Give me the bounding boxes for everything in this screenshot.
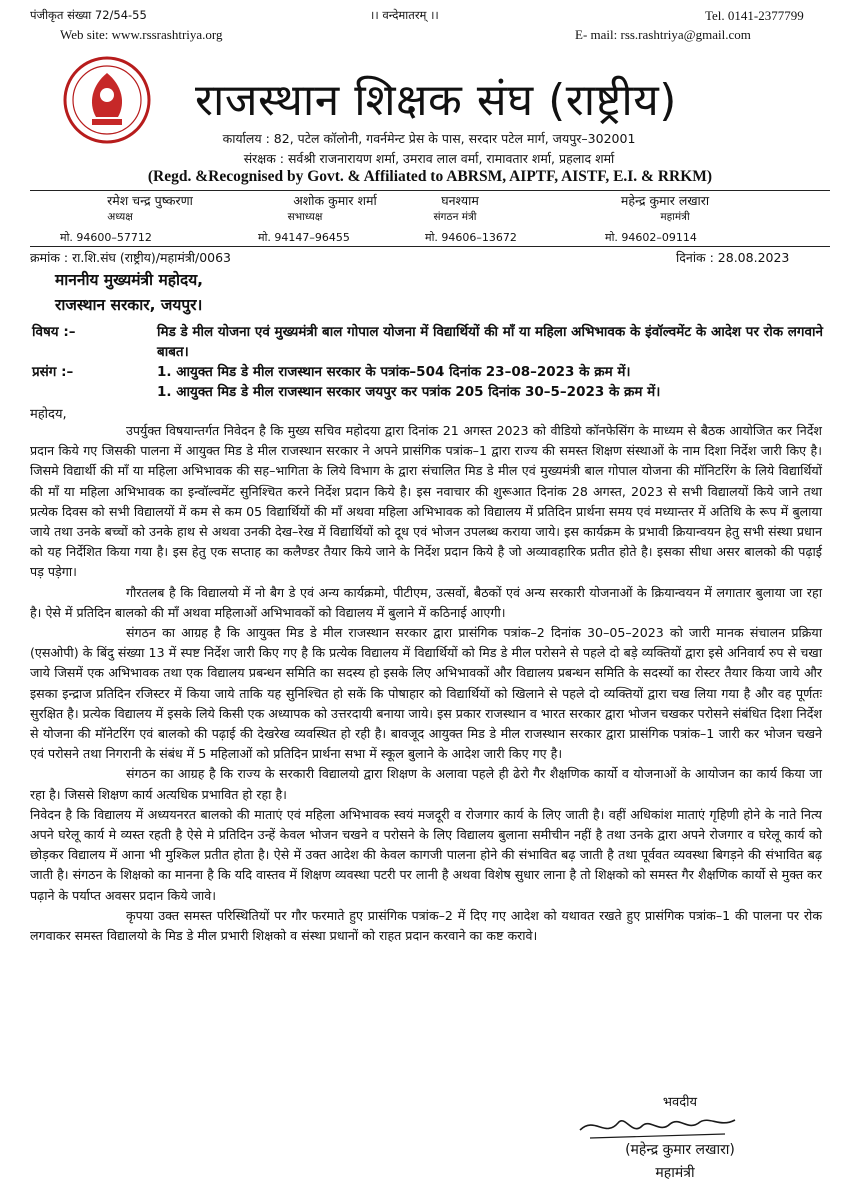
officer-title: अध्यक्ष [107,211,133,223]
officer-name: महेन्द्र कुमार लखारा [620,193,710,208]
addressee-line: माननीय मुख्यमंत्री महोदय, [55,271,204,289]
reference-number: क्रमांक : रा.शि.संघ (राष्ट्रीय)/महामंत्री/0063 [30,250,232,265]
salutation: महोदय, [30,407,67,422]
letter-body [30,421,822,946]
officer-name: अशोक कुमार शर्मा [293,193,377,208]
officer-title: सभाध्यक्ष [287,211,323,223]
context-item: 1. आयुक्त मिड डे मील राजस्थान सरकार के पत्रांक–504 दिनांक 23–08–2023 के क्रम में। [157,364,631,380]
officer-title: महामंत्री [660,211,690,223]
letter-date: दिनांक : 28.08.2023 [676,250,790,265]
officer-phone: मो. 94147–96455 [258,231,350,244]
divider [30,246,830,247]
officer-name: रमेश चन्द्र पुष्करणा [107,193,193,208]
registration-affiliation: (Regd. &Recognised by Govt. & Affiliated to ABRSM, AIPTF, AISTF, E.I. & RRKM) [147,168,713,185]
officer-phone: मो. 94600–57712 [60,231,152,244]
body-paragraph: उपर्युक्त विषयान्तर्गत निवेदन है कि मुख्य सचिव महोदया द्वारा दिनांक 21 अगस्त 2023 को वीडियो कॉनफेसिंग के माध्यम से बैठक आयोजित कर निर्देश प्रदान किये गए जिसकी पालना में आयुक्त मिड डे मील राजस्थान सरकार ने अपने प्रासंगिक पत्रांक–1 द्वारा राज्य की समस्त शिक्षण संस्थाओं के नाम दिशा निर्देश जारी किए है। जिसमे विद्यार्थी की माँ या महिला अभिभावक की सह–भागिता के लिये विभाग के द्वारा संचालित मिड डे मील एवं मुख्यमंत्री बाल गोपाल योजना की मॉनिटरिंग के लिये विद्यार्थियों की माँ या महिला अभिभावक का इन्वॉल्वमेंट सुनिश्चित करने निर्देश प्रदान किये है। इस नवाचार की शुरूआत दिनांक 28 अगस्त, 2023 से सभी विद्यालयों किये जाने तथा प्रत्येक दिवस को सभी विद्यालयों में कम से कम 05 विद्यार्थियों की माँ अथवा महिला अभिभावक को विद्यालय में प्रतिदिन प्रार्थना समय एवं मध्यान्तर में अतिथि के रूप में बुलाया जाये तथा उनके बच्चों को उनके हाथ से अथवा उनकी देख–रेख में विद्यार्थियों को दूध एवं भोजन उपलब्ध कराया जाये। इस कार्यक्रम के प्रभावी क्रियान्वयन हेतु सभी संस्था प्रधान को यह निर्देशित किया गया है। इस हेतु एक सप्ताह का कलैण्डर तैयार किये जाने के निर्देश प्रदान किये है जो अव्यावहारिक प्रतीत होते है। इसका सीधा असर बालको की पढ़ाई पड़ पड़ेगा। [30,423,822,580]
officer-phone: मो. 94606–13672 [425,231,517,244]
body-paragraph: निवेदन है कि विद्यालय में अध्ययनरत बालको की माताएं एवं महिला अभिभावक स्वयं मजदूरी व रोजगार कार्य के लिए जाती है। वहीं अधिकांश माताएं गृहिणी होने के नाते नित्य अपने घरेलू कार्य मे व्यस्त रहती है ऐसे मे प्रतिदिन उन्हें केवल भोजन चखने व परोसने के लिए विद्यालय बुलाना समीचीन नहीं है तथा उनके द्वारा अपने रोजगार व घरेलू कार्य को छोड़कर विद्यालय में आना भी मुश्किल प्रतीत होता है। ऐसे में उक्त आदेश की केवल कागजी पालना होने की संभावित बढ़ जाती है तथा पूर्ववत व्यवस्था बिगड़ने की संभावित बढ़ जाती है। संगठन के शिक्षको का मानना है कि यदि वास्तव में शिक्षण व्यवस्था पटरी पर लानी है अथवा विशेष सुधार लाना है तो शिक्षको को समस्त गैर शैक्षणिक कार्यो से मुक्त कर पढ़ाने के पर्याप्त अवसर प्रदान किये जावे। [30,806,822,903]
patrons-line: संरक्षक : सर्वश्री राजनारायण शर्मा, उमराव लाल वर्मा, रामावतार शर्मा, प्रहलाद शर्मा [243,151,615,166]
divider [30,190,830,191]
addressee [55,268,203,318]
context-label: प्रसंग :– [32,364,74,380]
officer-title: संगठन मंत्री [433,211,477,223]
website-link[interactable]: Web site: www.rssrashtriya.org [60,27,223,42]
subject-text: मिड डे मील योजना एवं मुख्यमंत्री बाल गोपाल योजना में विद्यार्थियों की माँ या महिला अभिभावक के इंवॉल्वमेंट के आदेश पर रोक लगवाने बाबत। [157,324,824,360]
closing: भवदीय [662,1095,698,1110]
registration-number: पंजीकृत संख्या 72/54-55 [30,8,147,22]
officer-name: घनश्याम [441,193,479,208]
context-item: 1. आयुक्त मिड डे मील राजस्थान सरकार जयपुर कर पत्रांक 205 दिनांक 30–5–2023 के क्रम में। [157,384,661,400]
body-paragraph: गौरतलब है कि विद्यालयो में नो बैग डे एवं अन्य कार्यक्रमो, पीटीएम, उत्सवों, बैठकों एवं अन्य सरकारी योजनाओं के क्रियान्वयन में लगातार बुलाया जा रहा है। ऐसे में प्रतिदिन बालको की माँ अथवा महिलाओं अभिभावकों को विद्यालय में बुलाने में कठिनाई आएगी। [30,584,822,620]
body-paragraph: कृपया उक्त समस्त परिस्थितियों पर गौर फरमाते हुए प्रासंगिक पत्रांक–2 में दिए गए आदेश को यथावत रखते हुए प्रासंगिक पत्रांक–1 की पालना पर रोक लगवाकर समस्त विद्यालयो के मिड डे मील प्रभारी शिक्षको व संस्था प्रधानों को राहत प्रदान करवाने का कष्ट करावे। [30,907,822,944]
addressee-line: राजस्थान सरकार, जयपुर। [55,296,203,314]
body-paragraph: संगठन का आग्रह है कि आयुक्त मिड डे मील राजस्थान सरकार द्वारा प्रासंगिक पत्रांक–2 दिनांक 30–05–2023 को जारी मानक संचालन प्रक्रिया (एसओपी) के बिंदु संख्या 13 में स्पष्ट निर्देश जारी किए गए है कि प्रत्येक विद्यालय में विद्यार्थियों को मिड डे मील परोसने से पहले दो बड़े व्यक्तियों द्वारा इसे अनिवार्य रुप से चखा जाये जिसमें एक अभिभावक तथा एक विद्यालय प्रबन्धन समिति का सदस्य हो इसके लिए अभिभावकों और विद्यालय प्रबन्धन समिति के सदस्यों का रोस्टर तैयार किया जाये और इसका इन्द्राज प्रतिदिन रजिस्टर में किया जाये ताकि यह सुनिश्चित हो सकें कि पोषाहार को विद्यार्थियों को खिलाने से पहले दो व्यक्तियों द्वारा चख लिया गया है और वह पूर्णतः सुरक्षित है। प्रत्येक विद्यालय में इसके लिये किसी एक अध्यापक को उत्तरदायी बनाया जाये। इस प्रकार राजस्थान व भारत सरकार द्वारा भोजन चखकर परोसने संबंधित दिशा निर्देश से योजना की मॉनेटरिंग एवं बालको की पढ़ाई की देखरेख व्यवस्थित हो रही है। बावजूद आयुक्त मिड डे मील राजस्थान सरकार द्वारा प्रासंगिक पत्रांक–1 जारी कर भोजन चखने एवं परोसने तथा निगरानी के संबंध में 5 महिलाओं को प्रतिदिन प्रार्थना सभा में स्कूल बुलाने के आदेश जारी किए गए है। [30,625,822,762]
email-link[interactable]: E- mail: rss.rashtriya@gmail.com [575,27,751,42]
signatory-title: महामंत्री [655,1165,695,1181]
telephone: Tel. 0141-2377799 [705,8,804,23]
body-paragraph: संगठन का आग्रह है कि राज्य के सरकारी विद्यालयो द्वारा शिक्षण के अलावा पहले ही ढेरो गैर शैक्षणिक कार्यो व योजनाओं के आयोजन का कार्य किया जा रहा है। जिससे शिक्षण कार्य अत्यधिक प्रभावित हो रहा है। [30,766,822,802]
signatory-name: (महेन्द्र कुमार लखारा) [625,1142,735,1158]
office-address: कार्यालय : 82, पटेल कॉलोनी, गवर्नमेन्ट प्रेस के पास, सरदार पटेल मार्ग, जयपुर–302001 [222,131,636,146]
motto: ।। वन्देमातरम् ।। [370,8,439,22]
subject-label: विषय :– [32,324,76,340]
organization-name: राजस्थान शिक्षक संघ (राष्ट्रीय) [195,75,677,126]
officer-phone: मो. 94602–09114 [605,231,697,244]
